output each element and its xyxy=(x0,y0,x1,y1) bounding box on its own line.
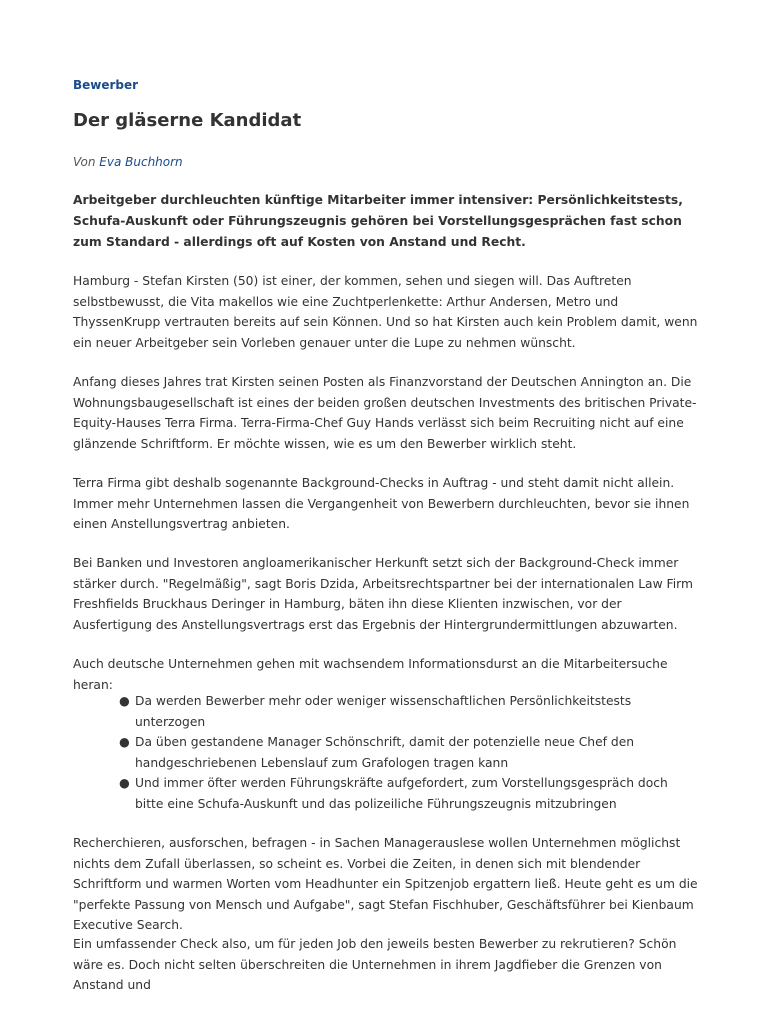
author-link[interactable]: Eva Buchhorn xyxy=(99,155,183,169)
section-link[interactable]: Bewerber xyxy=(73,78,139,92)
paragraph: Auch deutsche Unternehmen gehen mit wachsendem Informationsdurst an die Mitarbeitersuche heran: xyxy=(73,657,668,692)
byline xyxy=(73,155,183,169)
paragraph: Recherchieren, ausforschen, befragen - in Sachen Managerauslese wollen Unternehmen möglichst nichts dem Zufall überlassen, so scheint es. Vorbei die Zeiten, in denen sich mit blendender Schriftform und warmen Worten vom Headhunter ein Spitzenjob ergattern ließ. Heute geht es um die "perfekte Passung von Mensch und Aufgabe", sagt Stefan Fischhuber, Geschäftsführer bei Kienbaum Executive Search. xyxy=(73,836,698,932)
bullet-list xyxy=(73,691,698,814)
bullet-icon: ● xyxy=(119,776,130,790)
paragraph: Hamburg - Stefan Kirsten (50) ist einer, der kommen, sehen und siegen will. Das Auftreten selbstbewusst, die Vita makellos wie eine Zuchtperlenkette: Arthur Andersen, Metro und ThyssenKrupp vertrauten bereits auf sein Können. Und so hat Kirsten auch kein Problem damit, wenn ein neuer Arbeitgeber sein Vorleben genauer unter die Lupe zu nehmen wünscht. xyxy=(73,274,698,350)
list-item xyxy=(73,773,698,814)
list-item-text: Da üben gestandene Manager Schönschrift, damit der potenzielle neue Chef den handgeschriebenen Lebenslauf zum Grafologen tragen kann xyxy=(135,735,635,770)
byline-prefix: Von xyxy=(73,155,96,169)
paragraph: Terra Firma gibt deshalb sogenannte Background-Checks in Auftrag - und steht damit nicht allein. Immer mehr Unternehmen lassen die Vergangenheit von Bewerbern durchleuchten, bevor sie ihnen einen Anstellungsvertrag anbieten. xyxy=(73,476,690,531)
list-item xyxy=(73,732,698,773)
bullet-icon: ● xyxy=(119,735,130,749)
list-item-text: Da werden Bewerber mehr oder weniger wissenschaftlichen Persönlichkeitstests unterzogen xyxy=(135,694,632,729)
bullet-icon: ● xyxy=(119,694,130,708)
list-item-text: Und immer öfter werden Führungskräfte aufgefordert, zum Vorstellungsgespräch doch bitte eine Schufa-Auskunft und das polizeiliche Führungszeugnis mitzubringen xyxy=(135,776,668,811)
paragraph: Ein umfassender Check also, um für jeden Job den jeweils besten Bewerber zu rekrutieren? Schön wäre es. Doch nicht selten überschreiten die Unternehmen in ihrem Jagdfieber die Grenzen von Anstand und xyxy=(73,937,677,992)
article-title: Der gläserne Kandidat xyxy=(73,110,302,131)
list-item xyxy=(73,691,698,732)
paragraph: Bei Banken und Investoren angloamerikanischer Herkunft setzt sich der Background-Check immer stärker durch. "Regelmäßig", sagt Boris Dzida, Arbeitsrechtspartner bei der internationalen Law Firm Freshfields Bruckhaus Deringer in Hamburg, bäten ihn diese Klienten inzwischen, vor der Ausfertigung des Anstellungsvertrags erst das Ergebnis der Hintergrundermittlungen abzuwarten. xyxy=(73,556,693,632)
paragraph: Anfang dieses Jahres trat Kirsten seinen Posten als Finanzvorstand der Deutschen Annington an. Die Wohnungsbaugesellschaft ist eines der beiden großen deutschen Investments des britischen Private-Equity-Hauses Terra Firma. Terra-Firma-Chef Guy Hands verlässt sich beim Recruiting nicht auf eine glänzende Schriftform. Er möchte wissen, wie es um den Bewerber wirklich steht. xyxy=(73,375,697,451)
article-lead: Arbeitgeber durchleuchten künftige Mitarbeiter immer intensiver: Persönlichkeitstests, Schufa-Auskunft oder Führungszeugnis gehören bei Vorstellungsgesprächen fast schon zum Standard - allerdings oft auf Kosten von Anstand und Recht. xyxy=(73,193,683,249)
